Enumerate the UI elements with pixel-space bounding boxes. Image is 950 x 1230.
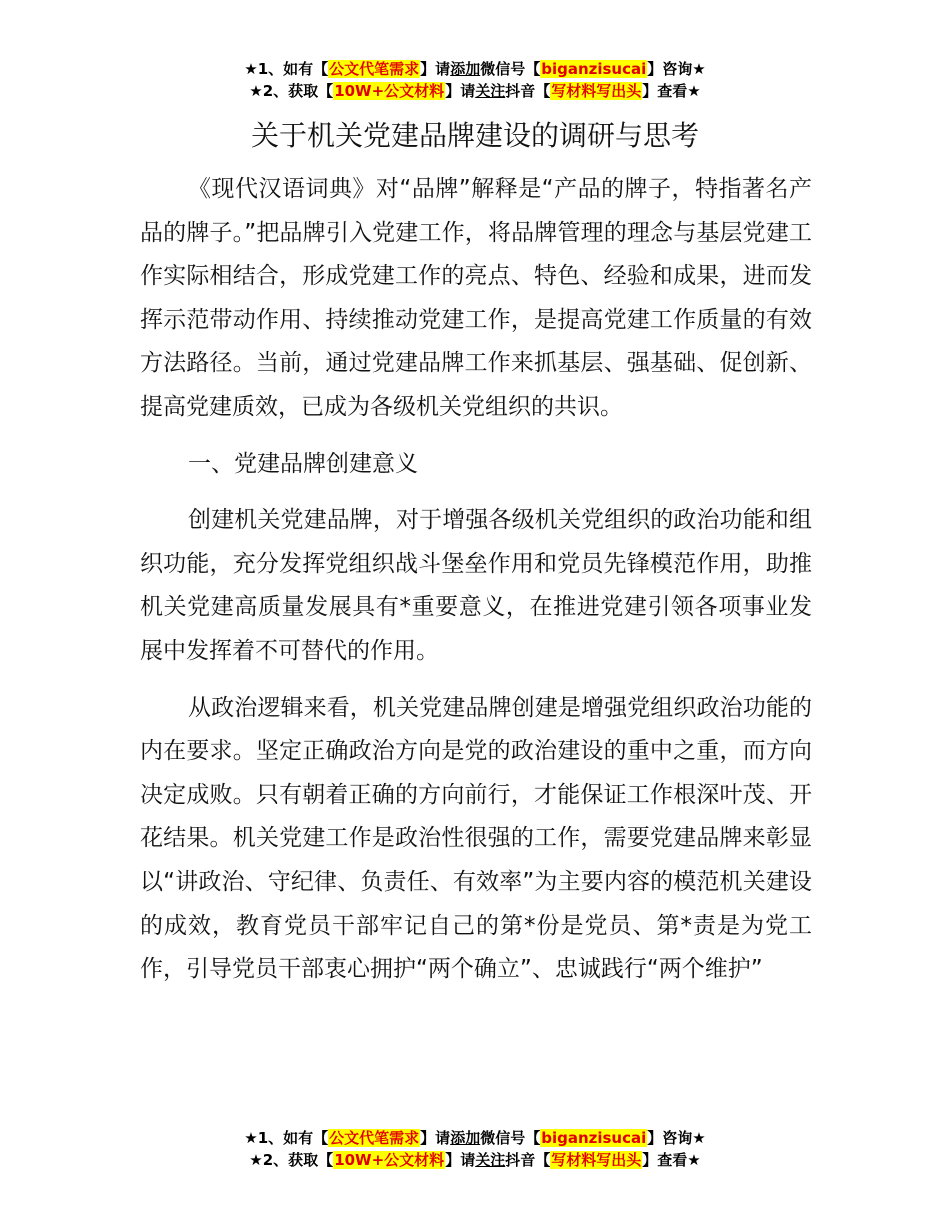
document-title: 关于机关党建品牌建设的调研与思考 bbox=[250, 119, 699, 152]
paragraph-significance: 创建机关党建品牌，对于增强各级机关党组织的政治功能和组织功能，充分发挥党组织战斗堡垒作用和党员先锋模范作用，助推机关党建高质量发展具有*重要意义，在推进党建引领各项事业发展中发挥着不可替代的作用。 bbox=[140, 507, 812, 664]
document-body bbox=[140, 168, 812, 1005]
highlight-materials: 10W+公文材料 bbox=[334, 82, 445, 100]
paragraph-political-logic: 从政治逻辑来看，机关党建品牌创建是增强党组织政治功能的内在要求。坚定正确政治方向是党的政治建设的重中之重，而方向决定成败。只有朝着正确的方向前行，才能保证工作根深叶茂、开花结果。机关党建工作是政治性很强的工作，需要党建品牌来彰显以“讲政治、守纪律、负责任、有效率”为主要内容的模范机关建设的成效，教育党员干部牢记自己的第*份是党员、第*责是为党工作，引导党员干部衷心拥护“两个确立”、忠诚践行“两个维护” bbox=[140, 694, 812, 983]
paragraph-intro: 《现代汉语词典》对“品牌”解释是“产品的牌子，特指著名产品的牌子。”把品牌引入党建工作，将品牌管理的理念与基层党建工作实际相结合，形成党建工作的亮点、特色、经验和成果，进而发挥示范带动作用、持续推动党建工作，是提高党建工作质量的有效方法路径。当前，通过党建品牌工作来抓基层、强基础、促创新、提高党建质效，已成为各级机关党组织的共识。 bbox=[140, 176, 812, 420]
highlight-service: 公文代笔需求 bbox=[329, 1129, 420, 1147]
highlight-wechat-id: biganzisucai bbox=[541, 60, 647, 78]
section-heading: 一、党建品牌创建意义 bbox=[188, 450, 418, 477]
highlight-service: 公文代笔需求 bbox=[329, 60, 420, 78]
promo-banner-top bbox=[0, 58, 950, 102]
highlight-douyin-account: 写材料写出头 bbox=[551, 82, 642, 100]
highlight-wechat-id: biganzisucai bbox=[541, 1129, 647, 1147]
highlight-douyin-account: 写材料写出头 bbox=[551, 1151, 642, 1169]
promo-line-1: ★1、如有【公文代笔需求】请添加微信号【biganzisucai】咨询★ bbox=[244, 1129, 706, 1147]
promo-line-2: ★2、获取【10W+公文材料】请关注抖音【写材料写出头】查看★ bbox=[249, 1151, 701, 1169]
highlight-materials: 10W+公文材料 bbox=[334, 1151, 445, 1169]
promo-line-2: ★2、获取【10W+公文材料】请关注抖音【写材料写出头】查看★ bbox=[249, 82, 701, 100]
promo-banner-bottom bbox=[0, 1127, 950, 1171]
promo-line-1: ★1、如有【公文代笔需求】请添加微信号【biganzisucai】咨询★ bbox=[244, 60, 706, 78]
